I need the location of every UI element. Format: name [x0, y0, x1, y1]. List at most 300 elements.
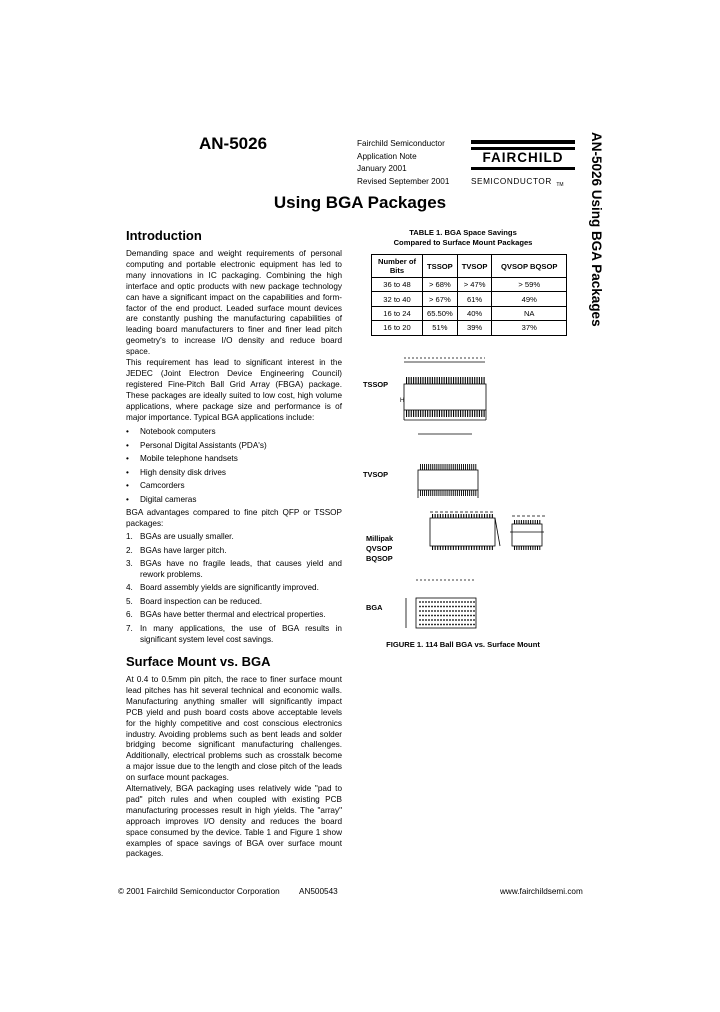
- tvsop-lead: [451, 490, 452, 496]
- bga-ball: [428, 615, 430, 617]
- bqsop-lead: [530, 546, 531, 550]
- tssop-lead: [439, 377, 440, 384]
- bga-ball: [437, 624, 439, 626]
- tvsop-lead: [443, 490, 444, 496]
- bga-ball: [443, 601, 445, 603]
- tssop-lead: [451, 377, 452, 384]
- tvsop-lead: [463, 464, 464, 470]
- millipak-lead: [437, 514, 438, 518]
- bga-ball: [434, 615, 436, 617]
- list-item: • Notebook computers: [126, 427, 216, 436]
- bqsop-lead: [535, 546, 536, 550]
- tssop-lead: [465, 377, 466, 384]
- tvsop-lead: [473, 490, 474, 496]
- bga-ball: [449, 624, 451, 626]
- millipak-lead: [455, 546, 456, 550]
- bga-ball: [464, 619, 466, 621]
- bga-ball: [425, 619, 427, 621]
- bga-ball: [473, 606, 475, 608]
- millipak-lead: [455, 514, 456, 518]
- bga-ball: [473, 624, 475, 626]
- tvsop-lead: [467, 490, 468, 496]
- bga-ball: [425, 601, 427, 603]
- bga-ball: [461, 615, 463, 617]
- tvsop-lead: [441, 490, 442, 496]
- millipak-lead: [453, 514, 454, 518]
- tvsop-lead: [453, 464, 454, 470]
- table-cell: 32 to 40: [372, 292, 423, 306]
- tvsop-lead: [432, 490, 433, 496]
- tssop-lead: [484, 377, 485, 384]
- list-item: • High density disk drives: [126, 467, 227, 477]
- tssop-lead: [467, 377, 468, 384]
- qvsop-lead: [537, 520, 538, 524]
- tssop-lead: [418, 410, 419, 417]
- millipak-lead: [461, 514, 462, 518]
- millipak-lead: [450, 514, 451, 518]
- table-cell: > 67%: [423, 292, 458, 306]
- bga-ball: [440, 624, 442, 626]
- bga-ball: [455, 606, 457, 608]
- list-item: 3. BGAs have no fragile leads, that causes yield and rework problems.: [126, 559, 342, 579]
- package-comparison-figure: [360, 340, 720, 640]
- tvsop-lead: [473, 464, 474, 470]
- qvsop-lead: [514, 520, 515, 524]
- tssop-lead: [430, 377, 431, 384]
- qvsop-lead: [530, 520, 531, 524]
- bga-ball: [470, 615, 472, 617]
- tvsop-lead: [471, 490, 472, 496]
- footer-copyright: © 2001 Fairchild Semiconductor Corporation: [118, 887, 280, 896]
- table-row: [372, 292, 567, 306]
- tvsop-lead: [422, 464, 423, 470]
- bga-ball: [431, 624, 433, 626]
- qvsop-lead: [521, 520, 522, 524]
- bga-ball: [461, 610, 463, 612]
- bga-ball: [464, 610, 466, 612]
- millipak-lead: [453, 546, 454, 550]
- bga-ball: [467, 606, 469, 608]
- tvsop-lead: [455, 490, 456, 496]
- list-item: • Digital cameras: [126, 494, 197, 504]
- millipak-lead: [489, 514, 490, 518]
- table-cell: 16 to 24: [372, 306, 423, 320]
- bga-ball: [473, 610, 475, 612]
- intro-heading: Introduction: [126, 228, 202, 243]
- tvsop-lead: [445, 464, 446, 470]
- bga-ball: [443, 606, 445, 608]
- millipak-lead: [440, 514, 441, 518]
- bga-ball: [458, 601, 460, 603]
- bga-ball: [470, 619, 472, 621]
- table-cell: 39%: [457, 321, 492, 335]
- bga-ball: [464, 615, 466, 617]
- millipak-lead: [461, 546, 462, 550]
- tssop-lead: [408, 377, 409, 384]
- table-caption: TABLE 1. BGA Space Savings Compared to Surface Mount Packages: [393, 228, 533, 247]
- tssop-lead: [430, 410, 431, 417]
- bga-ball: [464, 624, 466, 626]
- bga-ball: [458, 606, 460, 608]
- tvsop-lead: [443, 464, 444, 470]
- bga-ball: [470, 606, 472, 608]
- advantages-list: [126, 532, 342, 648]
- bga-ball: [470, 610, 472, 612]
- bga-ball: [440, 601, 442, 603]
- tssop-lead: [411, 410, 412, 417]
- bga-ball: [464, 606, 466, 608]
- bga-ball: [437, 619, 439, 621]
- tvsop-lead: [457, 464, 458, 470]
- tssop-lead: [477, 377, 478, 384]
- column-header: TSSOP: [423, 255, 458, 278]
- tssop-lead: [448, 377, 449, 384]
- table-cell: 49%: [492, 292, 567, 306]
- bga-ball: [422, 606, 424, 608]
- list-item: 6. BGAs have better thermal and electrical properties.: [126, 610, 326, 620]
- millipak-lead: [476, 546, 477, 550]
- bga-ball: [452, 615, 454, 617]
- tvsop-lead: [447, 464, 448, 470]
- millipak-lead: [450, 546, 451, 550]
- tvsop-lead: [424, 490, 425, 496]
- millipak-lead: [474, 546, 475, 550]
- tssop-lead: [422, 410, 423, 417]
- table-cell: 65.50%: [423, 306, 458, 320]
- bga-ball: [431, 606, 433, 608]
- tssop-lead: [427, 410, 428, 417]
- millipak-lead: [487, 514, 488, 518]
- tvsop-lead: [475, 464, 476, 470]
- tvsop-lead: [459, 464, 460, 470]
- millipak-lead: [435, 546, 436, 550]
- bga-ball: [428, 624, 430, 626]
- tvsop-lead: [461, 464, 462, 470]
- tvsop-lead: [438, 464, 439, 470]
- tvsop-lead: [441, 464, 442, 470]
- bga-ball: [437, 615, 439, 617]
- tvsop-lead: [449, 490, 450, 496]
- tssop-lead: [460, 410, 461, 417]
- list-item: 2. BGAs have larger pitch.: [126, 545, 227, 555]
- space-savings-table: [371, 254, 567, 336]
- header-date: January 2001: [357, 164, 407, 173]
- bga-ball: [473, 601, 475, 603]
- tvsop-lead: [461, 490, 462, 496]
- tssop-lead: [479, 410, 480, 417]
- tvsop-lead: [420, 464, 421, 470]
- millipak-lead: [458, 546, 459, 550]
- smt-body: [126, 675, 342, 784]
- tssop-lead: [458, 410, 459, 417]
- tvsop-lead: [428, 490, 429, 496]
- tvsop-lead: [469, 464, 470, 470]
- tssop-lead: [418, 377, 419, 384]
- footer-docid: AN500543: [299, 887, 338, 896]
- header-doc-type: Application Note: [357, 151, 417, 161]
- smt-heading: Surface Mount vs. BGA: [126, 654, 271, 669]
- bga-ball: [467, 601, 469, 603]
- tssop-lead: [460, 377, 461, 384]
- tssop-lead: [465, 410, 466, 417]
- tssop-lead: [420, 410, 421, 417]
- qvsop-lead: [526, 520, 527, 524]
- list-item: 4. Board assembly yields are significantly improved.: [126, 583, 319, 593]
- tssop-lead: [451, 410, 452, 417]
- tssop-lead: [439, 410, 440, 417]
- bga-ball: [467, 619, 469, 621]
- tvsop-lead: [463, 490, 464, 496]
- bga-ball: [458, 610, 460, 612]
- bga-ball: [440, 606, 442, 608]
- tvsop-lead: [434, 464, 435, 470]
- bga-ball: [422, 619, 424, 621]
- tvsop-lead: [420, 490, 421, 496]
- tvsop-lead: [426, 490, 427, 496]
- tssop-lead: [420, 377, 421, 384]
- advantages-paragraph: BGA advantages compared to fine pitch QFP or TSSOP packages:: [126, 508, 342, 528]
- qvsop-lead: [519, 520, 520, 524]
- tssop-lead: [432, 410, 433, 417]
- bga-ball: [428, 606, 430, 608]
- bga-ball: [473, 615, 475, 617]
- bga-ball: [431, 619, 433, 621]
- tvsop-lead: [449, 464, 450, 470]
- tssop-lead: [481, 377, 482, 384]
- bga-ball: [419, 615, 421, 617]
- tssop-lead: [413, 410, 414, 417]
- label-tvsop: TVSOP: [363, 470, 389, 479]
- bga-ball: [452, 606, 454, 608]
- millipak-lead: [435, 514, 436, 518]
- list-item: 7. In many applications, the use of BGA results in significant system level cost savings.: [126, 623, 342, 644]
- bga-ball: [443, 624, 445, 626]
- smt-paragraph-2: Alternatively, BGA packaging uses relatively wide "pad to pad" pitch rules and when coupled with existing PCB manufacturing processes result in high yields. The "array" approach improves I/O density and reduces the board space consumed by the device. Table 1 and Figure 1 show examples of space savings of BGA over surface mount packages.: [126, 784, 342, 859]
- tssop-lead: [469, 410, 470, 417]
- bga-ball: [452, 624, 454, 626]
- millipak-lead: [437, 546, 438, 550]
- bga-ball: [455, 615, 457, 617]
- list-item: 1. BGAs are usually smaller.: [126, 532, 234, 541]
- millipak-lead: [471, 514, 472, 518]
- millipak-lead: [448, 546, 449, 550]
- table-cell: 36 to 48: [372, 278, 423, 292]
- document-number: AN-5026: [199, 134, 268, 153]
- list-item: • Mobile telephone handsets: [126, 454, 238, 463]
- bga-ball: [419, 619, 421, 621]
- advantages-intro: [126, 508, 342, 530]
- footer-url: www.fairchildsemi.com: [500, 887, 583, 896]
- millipak-lead: [463, 514, 464, 518]
- logo-wordmark: FAIRCHILD: [482, 150, 564, 165]
- bqsop-lead: [526, 546, 527, 550]
- bga-ball: [449, 619, 451, 621]
- bqsop-lead: [516, 546, 517, 550]
- bga-ball: [449, 606, 451, 608]
- tssop-lead: [472, 410, 473, 417]
- intro-paragraph-2: This requirement has lead to significant interest in the JEDEC (Joint Electron Device Engineering Council) registered Fine-Pitch Ball Grid Array (FBGA) package. These packages are ideally suited to low cost, high volume applications, where package size and performance is of major importance. Typical BGA applications include:: [126, 358, 342, 422]
- millipak-lead: [492, 514, 493, 518]
- table-cell: 40%: [457, 306, 492, 320]
- millipak-lead: [471, 546, 472, 550]
- figure-caption: FIGURE 1. 114 Ball BGA vs. Surface Mount: [386, 640, 540, 649]
- table-row: [372, 321, 567, 335]
- tssop-lead: [413, 377, 414, 384]
- tssop-lead: [415, 377, 416, 384]
- millipak-lead: [474, 514, 475, 518]
- millipak-lead: [479, 514, 480, 518]
- bga-ball: [449, 601, 451, 603]
- tvsop-lead: [459, 490, 460, 496]
- tvsop-lead: [457, 490, 458, 496]
- list-item: • Personal Digital Assistants (PDA's): [126, 440, 267, 450]
- tvsop-lead: [430, 464, 431, 470]
- tssop-lead: [427, 377, 428, 384]
- bqsop-lead: [539, 546, 540, 550]
- tssop-lead: [444, 377, 445, 384]
- tssop-lead: [479, 377, 480, 384]
- tssop-lead: [411, 377, 412, 384]
- bga-ball: [440, 610, 442, 612]
- bga-ball: [422, 615, 424, 617]
- tssop-drawing: [400, 358, 486, 420]
- millipak-lead: [442, 514, 443, 518]
- tvsop-lead: [438, 490, 439, 496]
- header-company: Fairchild Semiconductor: [357, 139, 445, 148]
- tvsop-lead: [453, 490, 454, 496]
- tvsop-lead: [434, 490, 435, 496]
- bga-ball: [434, 619, 436, 621]
- intro-body-2: [126, 358, 342, 423]
- intro-body: [126, 249, 342, 358]
- bga-ball: [455, 610, 457, 612]
- tvsop-lead: [426, 464, 427, 470]
- bga-ball: [467, 615, 469, 617]
- table-row: [372, 306, 567, 320]
- bga-ball: [461, 619, 463, 621]
- header-info: [357, 138, 449, 188]
- bga-ball: [422, 610, 424, 612]
- bga-ball: [431, 601, 433, 603]
- bga-ball: [461, 601, 463, 603]
- tssop-lead: [462, 410, 463, 417]
- bga-ball: [446, 615, 448, 617]
- tssop-lead: [437, 410, 438, 417]
- bqsop-lead: [523, 546, 524, 550]
- millipak-lead: [468, 514, 469, 518]
- tvsop-lead: [432, 464, 433, 470]
- bga-ball: [467, 624, 469, 626]
- tvsop-lead: [447, 490, 448, 496]
- bga-ball: [419, 601, 421, 603]
- tssop-lead: [481, 410, 482, 417]
- bga-ball: [446, 606, 448, 608]
- qvsop-lead: [535, 520, 536, 524]
- tssop-lead: [446, 410, 447, 417]
- table-row: [372, 278, 567, 292]
- tssop-lead: [425, 410, 426, 417]
- qvsop-lead: [523, 520, 524, 524]
- tvsop-lead: [455, 464, 456, 470]
- fairchild-logo: [471, 140, 575, 188]
- svg-text:H: H: [400, 398, 405, 404]
- column-header: TVSOP: [457, 255, 492, 278]
- tssop-lead: [469, 377, 470, 384]
- table-cell: > 68%: [423, 278, 458, 292]
- millipak-lead: [448, 514, 449, 518]
- bga-ball: [470, 624, 472, 626]
- tssop-lead: [406, 410, 407, 417]
- millipak-lead: [440, 546, 441, 550]
- tssop-lead: [458, 377, 459, 384]
- bga-ball: [422, 624, 424, 626]
- bga-ball: [452, 601, 454, 603]
- list-item: 5. Board inspection can be reduced.: [126, 596, 262, 606]
- millipak-lead: [481, 546, 482, 550]
- bga-ball: [458, 615, 460, 617]
- tvsop-lead: [445, 490, 446, 496]
- tssop-lead: [474, 410, 475, 417]
- millipak-lead: [468, 546, 469, 550]
- millipak-lead: [476, 514, 477, 518]
- tssop-lead: [444, 410, 445, 417]
- tvsop-lead: [424, 464, 425, 470]
- bga-ball: [428, 610, 430, 612]
- table-cell: NA: [492, 306, 567, 320]
- bga-ball: [419, 624, 421, 626]
- tvsop-lead: [436, 464, 437, 470]
- tssop-lead: [453, 410, 454, 417]
- header-revised: Revised September 2001: [357, 176, 450, 186]
- bga-ball: [434, 610, 436, 612]
- tssop-lead: [467, 410, 468, 417]
- bga-ball: [434, 624, 436, 626]
- bga-ball: [464, 601, 466, 603]
- millipak-lead: [466, 514, 467, 518]
- bga-ball: [425, 615, 427, 617]
- qvsop-lead: [532, 520, 533, 524]
- millipak-lead: [484, 514, 485, 518]
- tssop-lead: [474, 377, 475, 384]
- smt-body-2: [126, 784, 342, 860]
- tvsop-lead: [465, 490, 466, 496]
- label-bga: BGA: [366, 603, 383, 612]
- qvsop-lead: [528, 520, 529, 524]
- column-header: Number of Bits: [372, 255, 423, 278]
- tssop-lead: [472, 377, 473, 384]
- logo-trademark: TM: [556, 182, 564, 188]
- bga-ball: [440, 619, 442, 621]
- millipak-lead: [479, 546, 480, 550]
- page-title: Using BGA Packages: [273, 193, 447, 212]
- millipak-lead: [432, 546, 433, 550]
- bga-ball: [425, 624, 427, 626]
- tssop-lead: [415, 410, 416, 417]
- tssop-lead: [422, 377, 423, 384]
- bqsop-lead: [528, 546, 529, 550]
- tssop-lead: [484, 410, 485, 417]
- bga-ball: [458, 624, 460, 626]
- millipak-lead: [489, 546, 490, 550]
- tssop-lead: [432, 377, 433, 384]
- bga-ball: [440, 615, 442, 617]
- millipak-lead: [458, 514, 459, 518]
- tssop-lead: [425, 377, 426, 384]
- figure-ticks: [406, 377, 540, 625]
- table-cell: 51%: [423, 321, 458, 335]
- bqsop-lead: [537, 546, 538, 550]
- tssop-lead: [448, 410, 449, 417]
